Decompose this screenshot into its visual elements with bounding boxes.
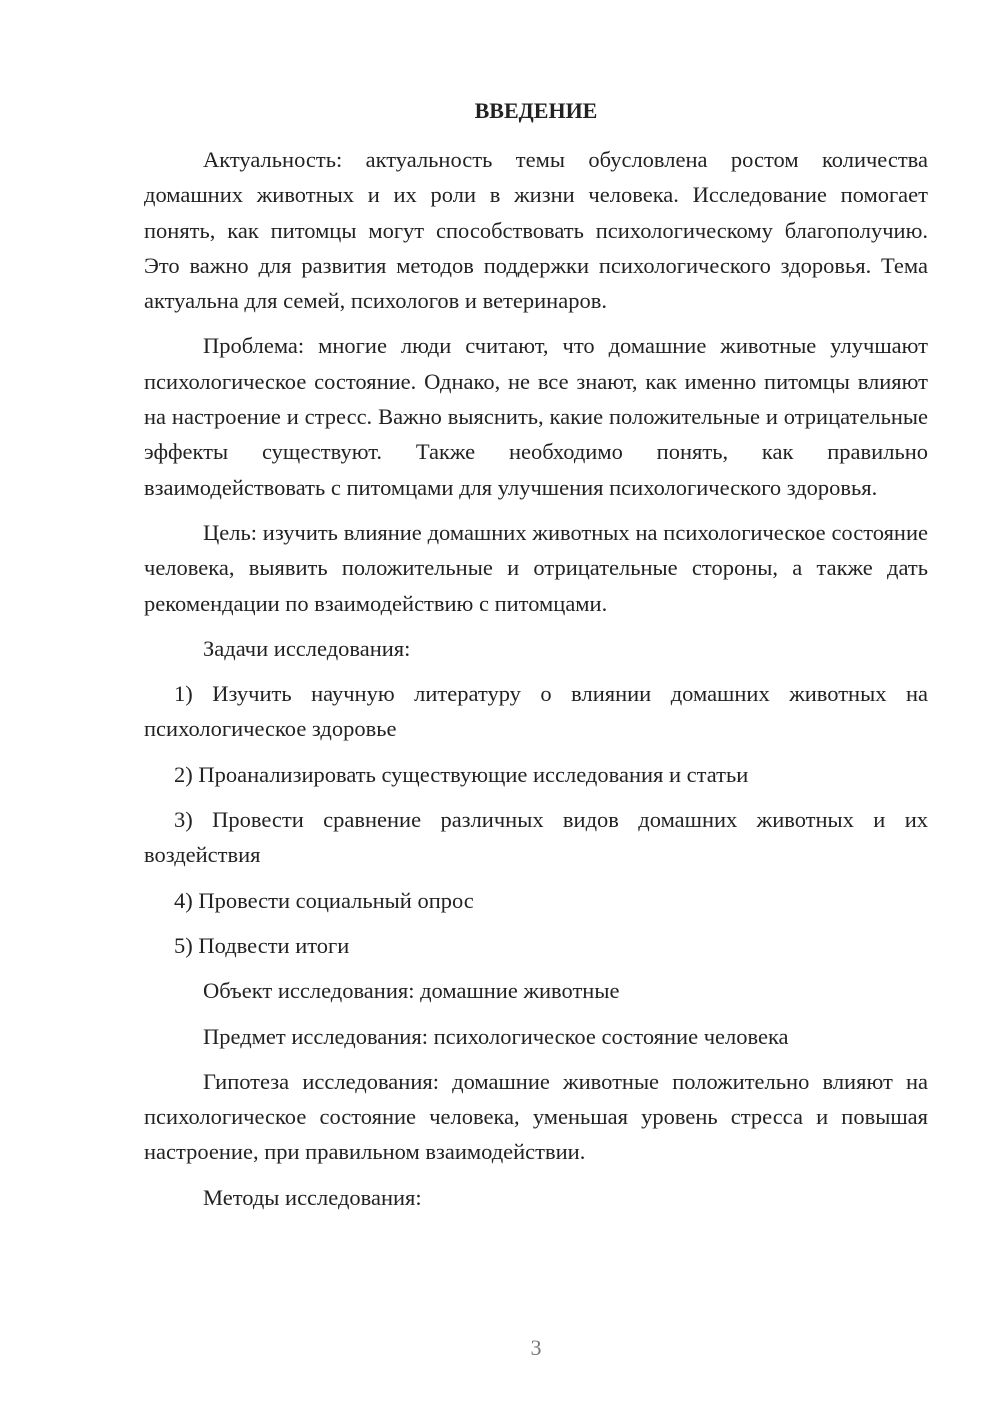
hypothesis-paragraph: Гипотеза исследования: домашние животные положительно влияют на психологическое состояние человека, уменьшая уровень стресса и повышая настроение, при правильном взаимодействии. — [144, 1068, 928, 1165]
problem-paragraph: Проблема: многие люди считают, что домашние животные улучшают психологическое состояние. Однако, не все знают, как именно питомцы влияют на настроение и стресс. Важно выяснить, какие положительные и отрицательные эффекты существуют. Также необходимо понять, как правильно взаимодействовать с питомцами для улучшения психологического здоровья. — [144, 333, 928, 500]
task-item-4: 4) Провести социальный опрос — [174, 887, 474, 913]
tasks-title: Задачи исследования: — [203, 635, 411, 661]
page-number: 3 — [530, 1335, 542, 1360]
methods-title: Методы исследования: — [203, 1184, 422, 1210]
task-item-2: 2) Проанализировать существующие исследования и статьи — [174, 761, 749, 787]
section-heading: ВВЕДЕНИЕ — [474, 98, 598, 123]
object-paragraph: Объект исследования: домашние животные — [203, 978, 620, 1004]
task-item-3: 3) Провести сравнение различных видов домашних животных и их воздействия — [144, 807, 928, 868]
relevance-paragraph: Актуальность: актуальность темы обусловлена ростом количества домашних животных и их роли в жизни человека. Исследование помогает понять, как питомцы могут способствовать психологическому благополучию. Это важно для развития методов поддержки психологического здоровья. Тема актуальна для семей, психологов и ветеринаров. — [144, 147, 928, 314]
document-body — [144, 142, 928, 1225]
goal-paragraph: Цель: изучить влияние домашних животных на психологическое состояние человека, выявить положительные и отрицательные стороны, а также дать рекомендации по взаимодействию с питомцами. — [144, 519, 928, 616]
task-item-1: 1) Изучить научную литературу о влиянии домашних животных на психологическое здоровье — [144, 681, 928, 742]
subject-paragraph: Предмет исследования: психологическое состояние человека — [203, 1023, 789, 1049]
task-item-5: 5) Подвести итоги — [174, 932, 350, 958]
